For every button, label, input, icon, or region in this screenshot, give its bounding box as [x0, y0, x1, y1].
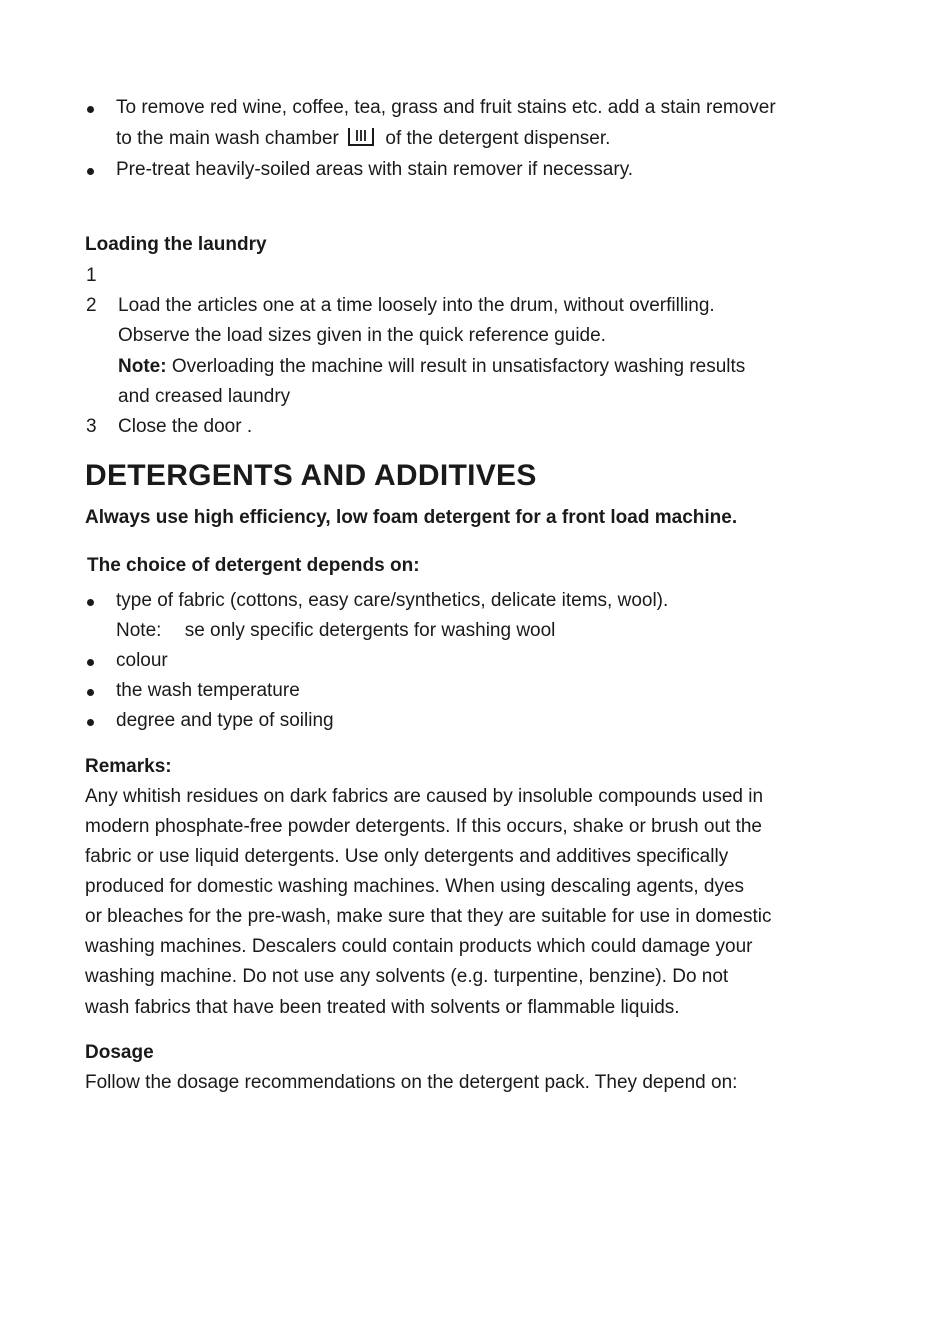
bullet-dot	[87, 599, 94, 606]
bullet-dot	[87, 719, 94, 726]
step-2-note	[118, 356, 745, 378]
note-text: Overloading the machine will result in unsatisfactory washing results	[171, 356, 746, 377]
wool-note	[116, 620, 555, 642]
step-2-note-line-2: and creased laundry	[118, 386, 291, 407]
loading-heading: Loading the laundry	[85, 234, 267, 255]
bullet-dot	[87, 689, 94, 696]
step-2-line-1: Load the articles one at a time loosely into the drum, without overfilling.	[118, 295, 715, 316]
remarks-line: Any whitish residues on dark fabrics are caused by insoluble compounds used in	[85, 786, 764, 807]
remarks-line: produced for domestic washing machines. When using descaling agents, dyes	[85, 876, 745, 897]
stain-bullet-1-line-1: To remove red wine, coffee, tea, grass and fruit stains etc. add a stain remover	[116, 97, 776, 118]
step-2-number: 2	[86, 295, 97, 316]
choice-heading: The choice of detergent depends on:	[87, 555, 420, 576]
stain-bullet-1-text-b: of the detergent dispenser.	[385, 128, 611, 149]
dosage-heading: Dosage	[85, 1042, 154, 1063]
section-title: DETERGENTS AND ADDITIVES	[85, 459, 537, 492]
remarks-line: wash fabrics that have been treated with solvents or flammable liquids.	[85, 997, 680, 1018]
dosage-text: Follow the dosage recommendations on the detergent pack. They depend on:	[85, 1072, 738, 1093]
wool-note-text: se only specific detergents for washing wool	[184, 620, 556, 641]
wool-note-label: Note:	[116, 620, 162, 641]
main-wash-chamber-icon	[348, 128, 374, 147]
step-3-number: 3	[86, 416, 97, 437]
remarks-line: modern phosphate-free powder detergents. If this occurs, shake or brush out the	[85, 816, 762, 837]
remarks-line: washing machine. Do not use any solvents (e.g. turpentine, benzine). Do not	[85, 966, 729, 987]
stain-bullet-1-line-2	[116, 128, 610, 150]
remarks-line: fabric or use liquid detergents. Use only detergents and additives specifically	[85, 846, 729, 867]
bullet-dot	[87, 168, 94, 175]
stain-bullet-2: Pre-treat heavily-soiled areas with stain remover if necessary.	[116, 159, 634, 180]
step-3-text: Close the door .	[118, 416, 253, 437]
step-2-line-2: Observe the load sizes given in the quick reference guide.	[118, 325, 606, 346]
section-subtitle: Always use high efficiency, low foam detergent for a front load machine.	[85, 507, 738, 528]
choice-item-fabric: type of fabric (cottons, easy care/synthetics, delicate items, wool).	[116, 590, 669, 611]
step-1-number: 1	[86, 265, 97, 286]
remarks-heading: Remarks:	[85, 756, 172, 777]
choice-item-colour: colour	[116, 650, 168, 671]
choice-item-temperature: the wash temperature	[116, 680, 300, 701]
note-label: Note:	[118, 356, 167, 377]
choice-item-soiling: degree and type of soiling	[116, 710, 334, 731]
stain-bullet-1-text-a: to the main wash chamber	[116, 128, 339, 149]
bullet-dot	[87, 659, 94, 666]
remarks-line: washing machines. Descalers could contain products which could damage your	[85, 936, 753, 957]
remarks-line: or bleaches for the pre-wash, make sure that they are suitable for use in domestic	[85, 906, 772, 927]
bullet-dot	[87, 106, 94, 113]
